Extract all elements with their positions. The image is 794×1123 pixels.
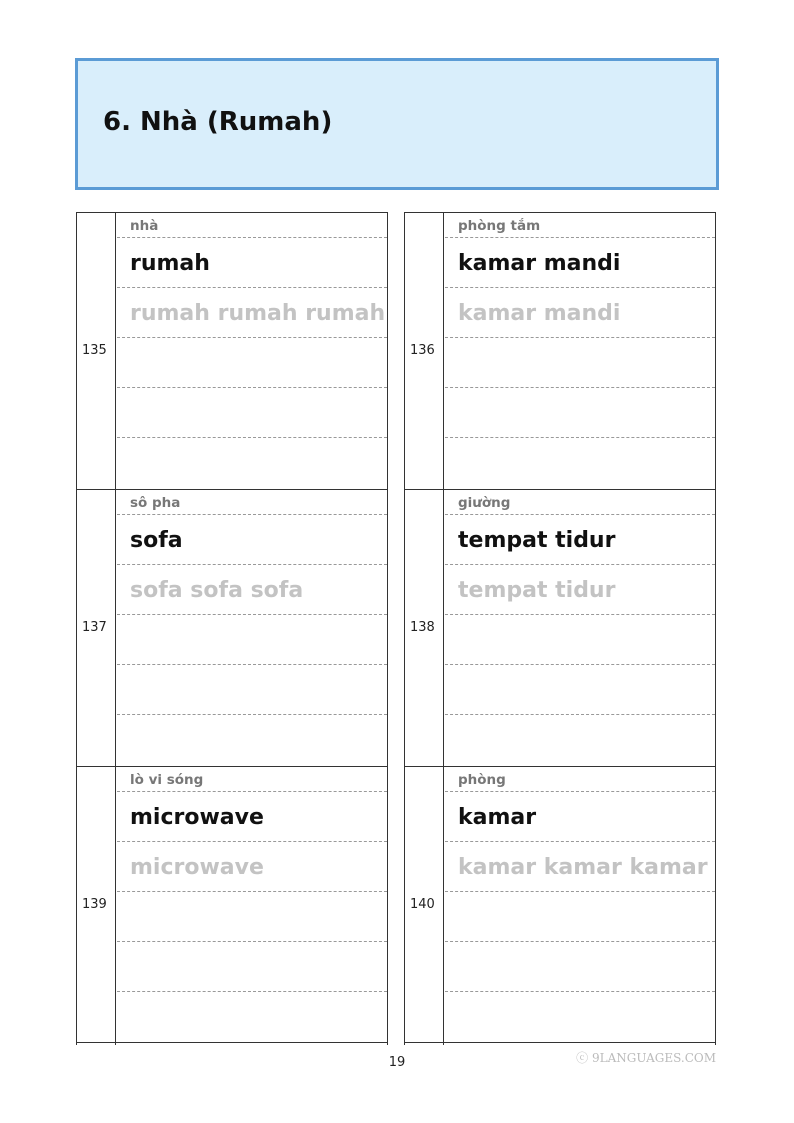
hint-text: sô pha bbox=[117, 490, 387, 515]
hint-text: phòng bbox=[445, 767, 715, 792]
blank-writing-line bbox=[117, 665, 387, 715]
blank-writing-line bbox=[117, 892, 387, 942]
grid-tick bbox=[404, 1041, 405, 1045]
blank-writing-line bbox=[117, 992, 387, 1042]
writing-rows bbox=[445, 213, 715, 489]
vocab-word: kamar bbox=[445, 792, 715, 842]
vocab-word: rumah bbox=[117, 238, 387, 288]
blank-writing-line bbox=[117, 615, 387, 665]
number-column bbox=[405, 767, 444, 1042]
writing-rows bbox=[117, 213, 387, 489]
number-column bbox=[405, 213, 444, 489]
blank-writing-line bbox=[117, 942, 387, 992]
card-number: 140 bbox=[410, 897, 435, 912]
blank-writing-line bbox=[117, 715, 387, 765]
card-number: 136 bbox=[410, 343, 435, 358]
vocab-card-139 bbox=[76, 766, 388, 1043]
vocab-word: kamar mandi bbox=[445, 238, 715, 288]
blank-writing-line bbox=[117, 338, 387, 388]
trace-word: tempat tidur bbox=[445, 565, 715, 615]
number-column bbox=[77, 767, 116, 1042]
number-column bbox=[405, 490, 444, 766]
vocab-card-137 bbox=[76, 489, 388, 766]
vocab-card-138 bbox=[404, 489, 716, 766]
copyright-notice: ⓒ 9LANGUAGES.COM bbox=[576, 1051, 716, 1065]
vocab-word: sofa bbox=[117, 515, 387, 565]
vocab-card-140 bbox=[404, 766, 716, 1043]
grid-tick bbox=[715, 1041, 716, 1045]
blank-writing-line bbox=[445, 665, 715, 715]
grid-tick bbox=[115, 1041, 116, 1045]
grid-tick bbox=[387, 1041, 388, 1045]
grid-tick bbox=[76, 1041, 77, 1045]
hint-text: giường bbox=[445, 490, 715, 515]
trace-word: kamar mandi bbox=[445, 288, 715, 338]
blank-writing-line bbox=[445, 942, 715, 992]
hint-text: nhà bbox=[117, 213, 387, 238]
blank-writing-line bbox=[117, 388, 387, 438]
number-column bbox=[77, 213, 116, 489]
section-title: 6. Nhà (Rumah) bbox=[103, 107, 333, 137]
blank-writing-line bbox=[445, 438, 715, 488]
number-column bbox=[77, 490, 116, 766]
trace-word: microwave bbox=[117, 842, 387, 892]
trace-word: sofa sofa sofa bbox=[117, 565, 387, 615]
blank-writing-line bbox=[445, 992, 715, 1042]
writing-rows bbox=[117, 490, 387, 766]
card-number: 137 bbox=[82, 620, 107, 635]
card-number: 135 bbox=[82, 343, 107, 358]
writing-rows bbox=[117, 767, 387, 1042]
section-header bbox=[75, 58, 719, 190]
card-number: 138 bbox=[410, 620, 435, 635]
vocab-word: microwave bbox=[117, 792, 387, 842]
card-number: 139 bbox=[82, 897, 107, 912]
vocab-card-135 bbox=[76, 212, 388, 489]
vocab-word: tempat tidur bbox=[445, 515, 715, 565]
blank-writing-line bbox=[445, 338, 715, 388]
writing-rows bbox=[445, 767, 715, 1042]
grid-tick bbox=[443, 1041, 444, 1045]
page-number: 19 bbox=[388, 1055, 406, 1070]
blank-writing-line bbox=[445, 892, 715, 942]
blank-writing-line bbox=[117, 438, 387, 488]
trace-word: rumah rumah rumah bbox=[117, 288, 387, 338]
vocab-card-136 bbox=[404, 212, 716, 489]
trace-word: kamar kamar kamar bbox=[445, 842, 715, 892]
hint-text: phòng tắm bbox=[445, 213, 715, 238]
blank-writing-line bbox=[445, 615, 715, 665]
writing-rows bbox=[445, 490, 715, 766]
blank-writing-line bbox=[445, 715, 715, 765]
blank-writing-line bbox=[445, 388, 715, 438]
hint-text: lò vi sóng bbox=[117, 767, 387, 792]
